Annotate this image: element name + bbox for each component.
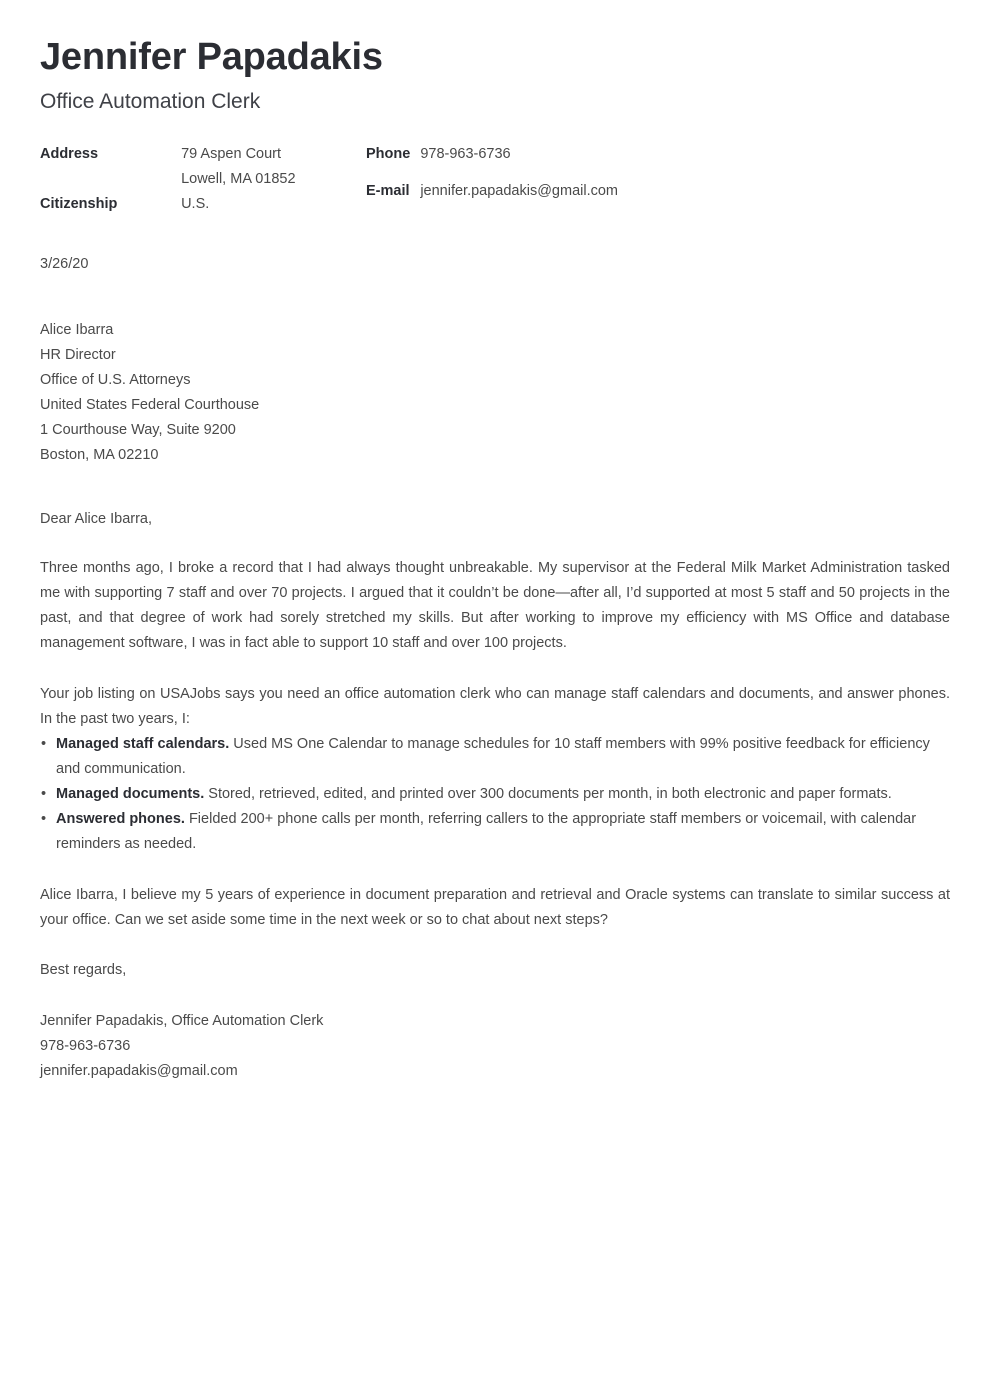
achievement-lead-in: Answered phones. (56, 810, 185, 827)
letter-salutation: Dear Alice Ibarra, (40, 510, 153, 527)
list-item (40, 782, 950, 807)
bullet-icon: • (41, 735, 47, 752)
contact-value-phone: 978-963-6736 (420, 145, 511, 162)
contact-row-citizenship (40, 192, 366, 217)
bullet-icon: • (41, 810, 47, 827)
applicant-name: Jennifer Papadakis (40, 36, 383, 78)
achievements-list (40, 732, 950, 857)
bullet-icon: • (41, 785, 47, 802)
contact-row-email (366, 179, 618, 217)
letter-paragraph-opening: Three months ago, I broke a record that I had always thought unbreakable. My supervisor at the Federal Milk Market Administration tasked me with supporting 7 staff and over 70 projects. I argued that it couldn’t be done—after all, I’d supported at most 5 staff and 50 projects in the past, and that degree of work had sorely stretched my skills. But after working to improve my efficiency with MS Office and database management software, I was in fact able to support 10 staff and over 100 projects. (40, 559, 950, 651)
signature-block (40, 1009, 950, 1084)
recipient-address-block (40, 318, 950, 468)
recipient-line: United States Federal Courthouse (40, 396, 260, 413)
contact-value-address-line1: 79 Aspen Court (181, 145, 282, 162)
contact-row-phone (366, 142, 618, 180)
contact-label-phone: Phone (366, 145, 411, 162)
signature-email: jennifer.papadakis@gmail.com (40, 1062, 238, 1079)
letter-sign-off: Best regards, (40, 961, 127, 978)
letter-body (40, 253, 950, 1084)
contact-row-address-line2 (40, 167, 366, 192)
achievement-lead-in: Managed documents. (56, 785, 205, 802)
achievement-description: Stored, retrieved, edited, and printed over 300 documents per month, in both electronic and paper formats. (204, 785, 892, 802)
recipient-line: Office of U.S. Attorneys (40, 371, 191, 388)
applicant-job-title: Office Automation Clerk (40, 89, 261, 113)
contact-label-email: E-mail (366, 183, 410, 200)
contact-details-block (40, 142, 950, 217)
signature-name-title: Jennifer Papadakis, Office Automation Clerk (40, 1012, 324, 1029)
letter-header (40, 0, 950, 114)
recipient-line: Boston, MA 02210 (40, 446, 159, 463)
contact-value-address-line2: Lowell, MA 01852 (181, 170, 296, 187)
contact-column-right (366, 142, 618, 217)
recipient-line: 1 Courthouse Way, Suite 9200 (40, 421, 236, 438)
letter-paragraph-closing: Alice Ibarra, I believe my 5 years of experience in document preparation and retrieval and Oracle systems can translate to similar success at your office. Can we set aside some time in the next week or so to chat about next steps? (40, 886, 950, 928)
achievement-lead-in: Managed staff calendars. (56, 735, 230, 752)
letter-paragraph-qualifications-intro: Your job listing on USAJobs says you need an office automation clerk who can manage staff calendars and documents, and answer phones. In the past two years, I: (40, 685, 950, 727)
contact-value-email: jennifer.papadakis@gmail.com (420, 183, 618, 200)
contact-value-citizenship: U.S. (181, 195, 210, 212)
contact-label-address: Address (40, 145, 99, 162)
achievement-description: Used MS One Calendar to manage schedules for 10 staff members with 99% positive feedback for efficiency and communication. (56, 735, 930, 777)
contact-label-address-continued (40, 167, 181, 192)
letter-date: 3/26/20 (40, 255, 89, 272)
contact-row-address (40, 142, 366, 167)
list-item (40, 807, 950, 857)
recipient-line: Alice Ibarra (40, 321, 114, 338)
contact-column-left (40, 142, 366, 217)
list-item (40, 732, 950, 782)
recipient-line: HR Director (40, 346, 116, 363)
signature-phone: 978-963-6736 (40, 1037, 131, 1054)
contact-label-citizenship: Citizenship (40, 195, 118, 212)
achievement-description: Fielded 200+ phone calls per month, referring callers to the appropriate staff members or voicemail, with calendar reminders as needed. (56, 810, 917, 852)
